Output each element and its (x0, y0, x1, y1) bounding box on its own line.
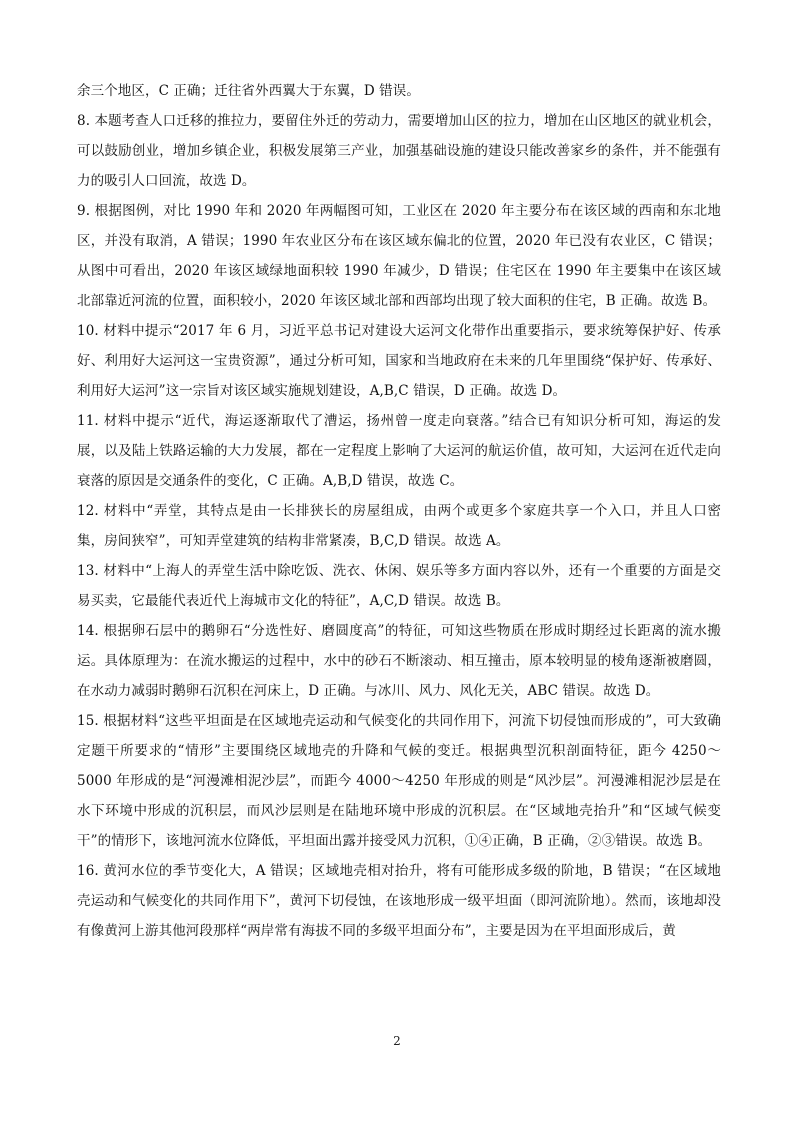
answer-10: 10. 材料中提示“2017 年 6 月，习近平总书记对建设大运河文化带作出重要指示，要求统筹保护好、传承好、利用好大运河这一宝贵资源”，通过分析可知，国家和当地政府在未来的几年里围绕“保护好、传承好、利用好大运河”这一宗旨对该区域实施规划建设，A,B,C 错误，D 正确。故选 D。 (77, 323, 721, 399)
answer-8: 8. 本题考查人口迁移的推拉力，要留住外迁的劳动力，需要增加山区的拉力，增加在山区地区的就业机会，可以鼓励创业，增加乡镇企业，积极发展第三产业，加强基础设施的建设只能改善家乡的条件，并不能强有力的吸引人口回流，故选 D。 (77, 113, 721, 189)
answer-11: 11. 材料中提示“近代，海运逐渐取代了漕运，扬州曾一度走向衰落。”结合已有知识分析可知，海运的发展，以及陆上铁路运输的大力发展，都在一定程度上影响了大运河的航运价值，故可知，大运河在近代走向衰落的原因是交通条件的变化，C 正确。A,B,D 错误，故选 C。 (77, 413, 721, 489)
answer-9: 9. 根据图例，对比 1990 年和 2020 年两幅图可知，工业区在 2020 年主要分布在该区域的西南和东北地区，并没有取消，A 错误；1990 年农业区分布在该区域东偏北的位置，2020 年已没有农业区，C 错误；从图中可看出，2020 年该区域绿地面积较 1990 年减少，D 错误；住宅区在 1990 年主要集中在该区域北部靠近河流的位置，面积较小，2020 年该区域北部和西部均出现了较大面积的住宅，B 正确。故选 B。 (77, 203, 721, 309)
answer-14: 14. 根据卵石层中的鹅卵石“分选性好、磨圆度高”的特征，可知这些物质在形成时期经过长距离的流水搬运。具体原理为：在流水搬运的过程中，水中的砂石不断滚动、相互撞击，原本较明显的棱角逐渐被磨圆，在水动力减弱时鹅卵石沉积在河床上，D 正确。与冰川、风力、风化无关，ABC 错误。故选 D。 (77, 623, 721, 699)
answer-12: 12. 材料中“弄堂，其特点是由一长排狭长的房屋组成，由两个或更多个家庭共享一个入口，并且人口密集，房间狭窄”，可知弄堂建筑的结构非常紧凑，B,C,D 错误。故选 A。 (77, 503, 721, 549)
answer-13: 13. 材料中“上海人的弄堂生活中除吃饭、洗衣、休闲、娱乐等多方面内容以外，还有一个重要的方面是交易买卖，它最能代表近代上海城市文化的特征”，A,C,D 错误。故选 B。 (77, 563, 721, 609)
answer-15: 15. 根据材料“这些平坦面是在区域地壳运动和气候变化的共同作用下，河流下切侵蚀而形成的”，可大致确定题干所要求的“情形”主要围绕区域地壳的升降和气候的变迁。根据典型沉积剖面特征，距今 4250～5000 年形成的是“河漫滩相泥沙层”，而距今 4000～4250 年形成的则是“风沙层”。河漫滩相泥沙层是在水下环境中形成的沉积层，而风沙层则是在陆地环境中形成的沉积层。在“区域地壳抬升”和“区域气候变干”的情形下，该地河流水位降低，平坦面出露并接受风力沉积，①④正确，B 正确，②③错误。故选 B。 (77, 713, 721, 849)
answer-text-body (77, 76, 721, 946)
paragraph-continuation: 余三个地区，C 正确；迁往省外西翼大于东翼，D 错误。 (77, 83, 420, 99)
answer-16: 16. 黄河水位的季节变化大，A 错误；区域地壳相对抬升，将有可能形成多级的阶地，B 错误；“在区域地壳运动和气候变化的共同作用下”，黄河下切侵蚀，在该地形成一级平坦面（即河流阶地）。然而，该地却没有像黄河上游其他河段那样“两岸常有海拔不同的多级平坦面分布”，主要是因为在平坦面形成后，黄 (77, 863, 721, 939)
page-number: 2 (393, 1034, 401, 1048)
